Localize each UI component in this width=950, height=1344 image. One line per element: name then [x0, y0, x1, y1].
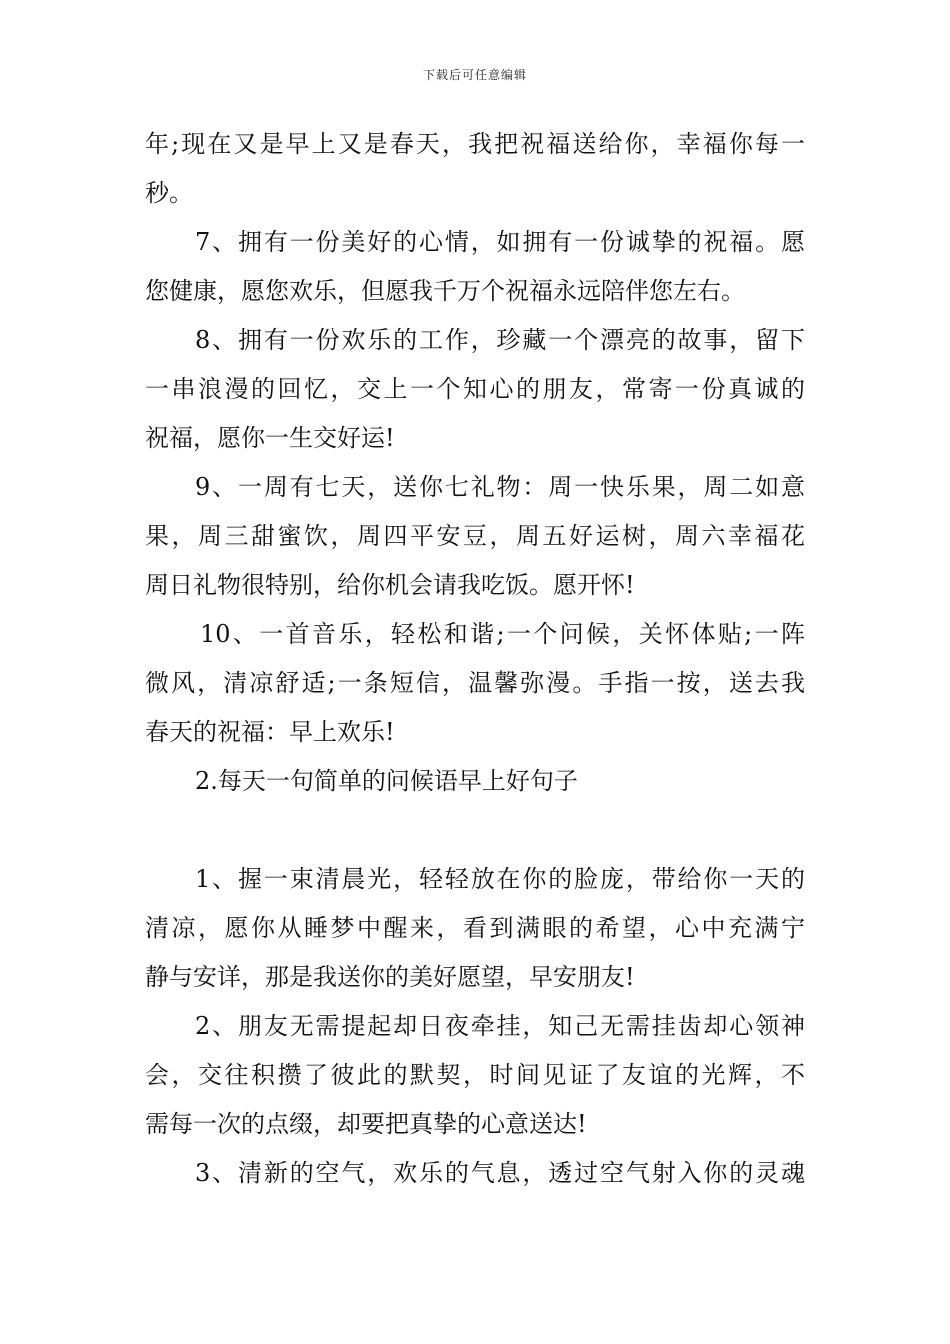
paragraph-10-start: 10、一首音乐，轻松和谐;一个问候，关怀体贴;一阵	[200, 620, 805, 648]
page-header-note: 下载后可任意编辑	[422, 68, 527, 82]
text-line: 微风，清凉舒适;一条短信，温馨弥漫。手指一按，送去我	[145, 669, 805, 697]
text-line: 需每一次的点缀，却要把真挚的心意送达!	[145, 1110, 587, 1138]
text-line: 您健康，愿您欢乐，但愿我千万个祝福永远陪伴您左右。	[145, 277, 745, 305]
paragraph-7-start: 7、拥有一份美好的心情，如拥有一份诚挚的祝福。愿	[195, 228, 805, 256]
text-line: 会，交往积攒了彼此的默契，时间见证了友谊的光辉，不	[145, 1061, 805, 1089]
text-line: 春天的祝福：早上欢乐!	[145, 718, 395, 746]
paragraph-1-start: 1、握一束清晨光，轻轻放在你的脸庞，带给你一天的	[195, 865, 805, 893]
paragraph-3-start: 3、清新的空气，欢乐的气息，透过空气射入你的灵魂	[195, 1159, 805, 1187]
document-body	[145, 120, 805, 1198]
text-line: 祝福，愿你一生交好运!	[145, 424, 395, 452]
paragraph-2-start: 2、朋友无需提起却日夜牵挂，知己无需挂齿却心领神	[195, 1012, 805, 1040]
text-line: 年;现在又是早上又是春天，我把祝福送给你，幸福你每一	[145, 130, 805, 158]
blank-line	[145, 806, 805, 855]
text-line: 清凉，愿你从睡梦中醒来，看到满眼的希望，心中充满宁	[145, 914, 805, 942]
text-line: 一串浪漫的回忆，交上一个知心的朋友，常寄一份真诚的	[145, 375, 805, 403]
text-line: 静与安详，那是我送你的美好愿望，早安朋友!	[145, 963, 635, 991]
paragraph-9-start: 9、一周有七天，送你七礼物：周一快乐果，周二如意	[195, 473, 805, 501]
text-line: 秒。	[145, 179, 193, 207]
paragraph-8-start: 8、拥有一份欢乐的工作，珍藏一个漂亮的故事，留下	[195, 326, 805, 354]
section-heading: 2.每天一句简单的问候语早上好句子	[195, 767, 578, 795]
text-line: 周日礼物很特别，给你机会请我吃饭。愿开怀!	[145, 571, 635, 599]
text-line: 果，周三甜蜜饮，周四平安豆，周五好运树，周六幸福花	[145, 522, 805, 550]
